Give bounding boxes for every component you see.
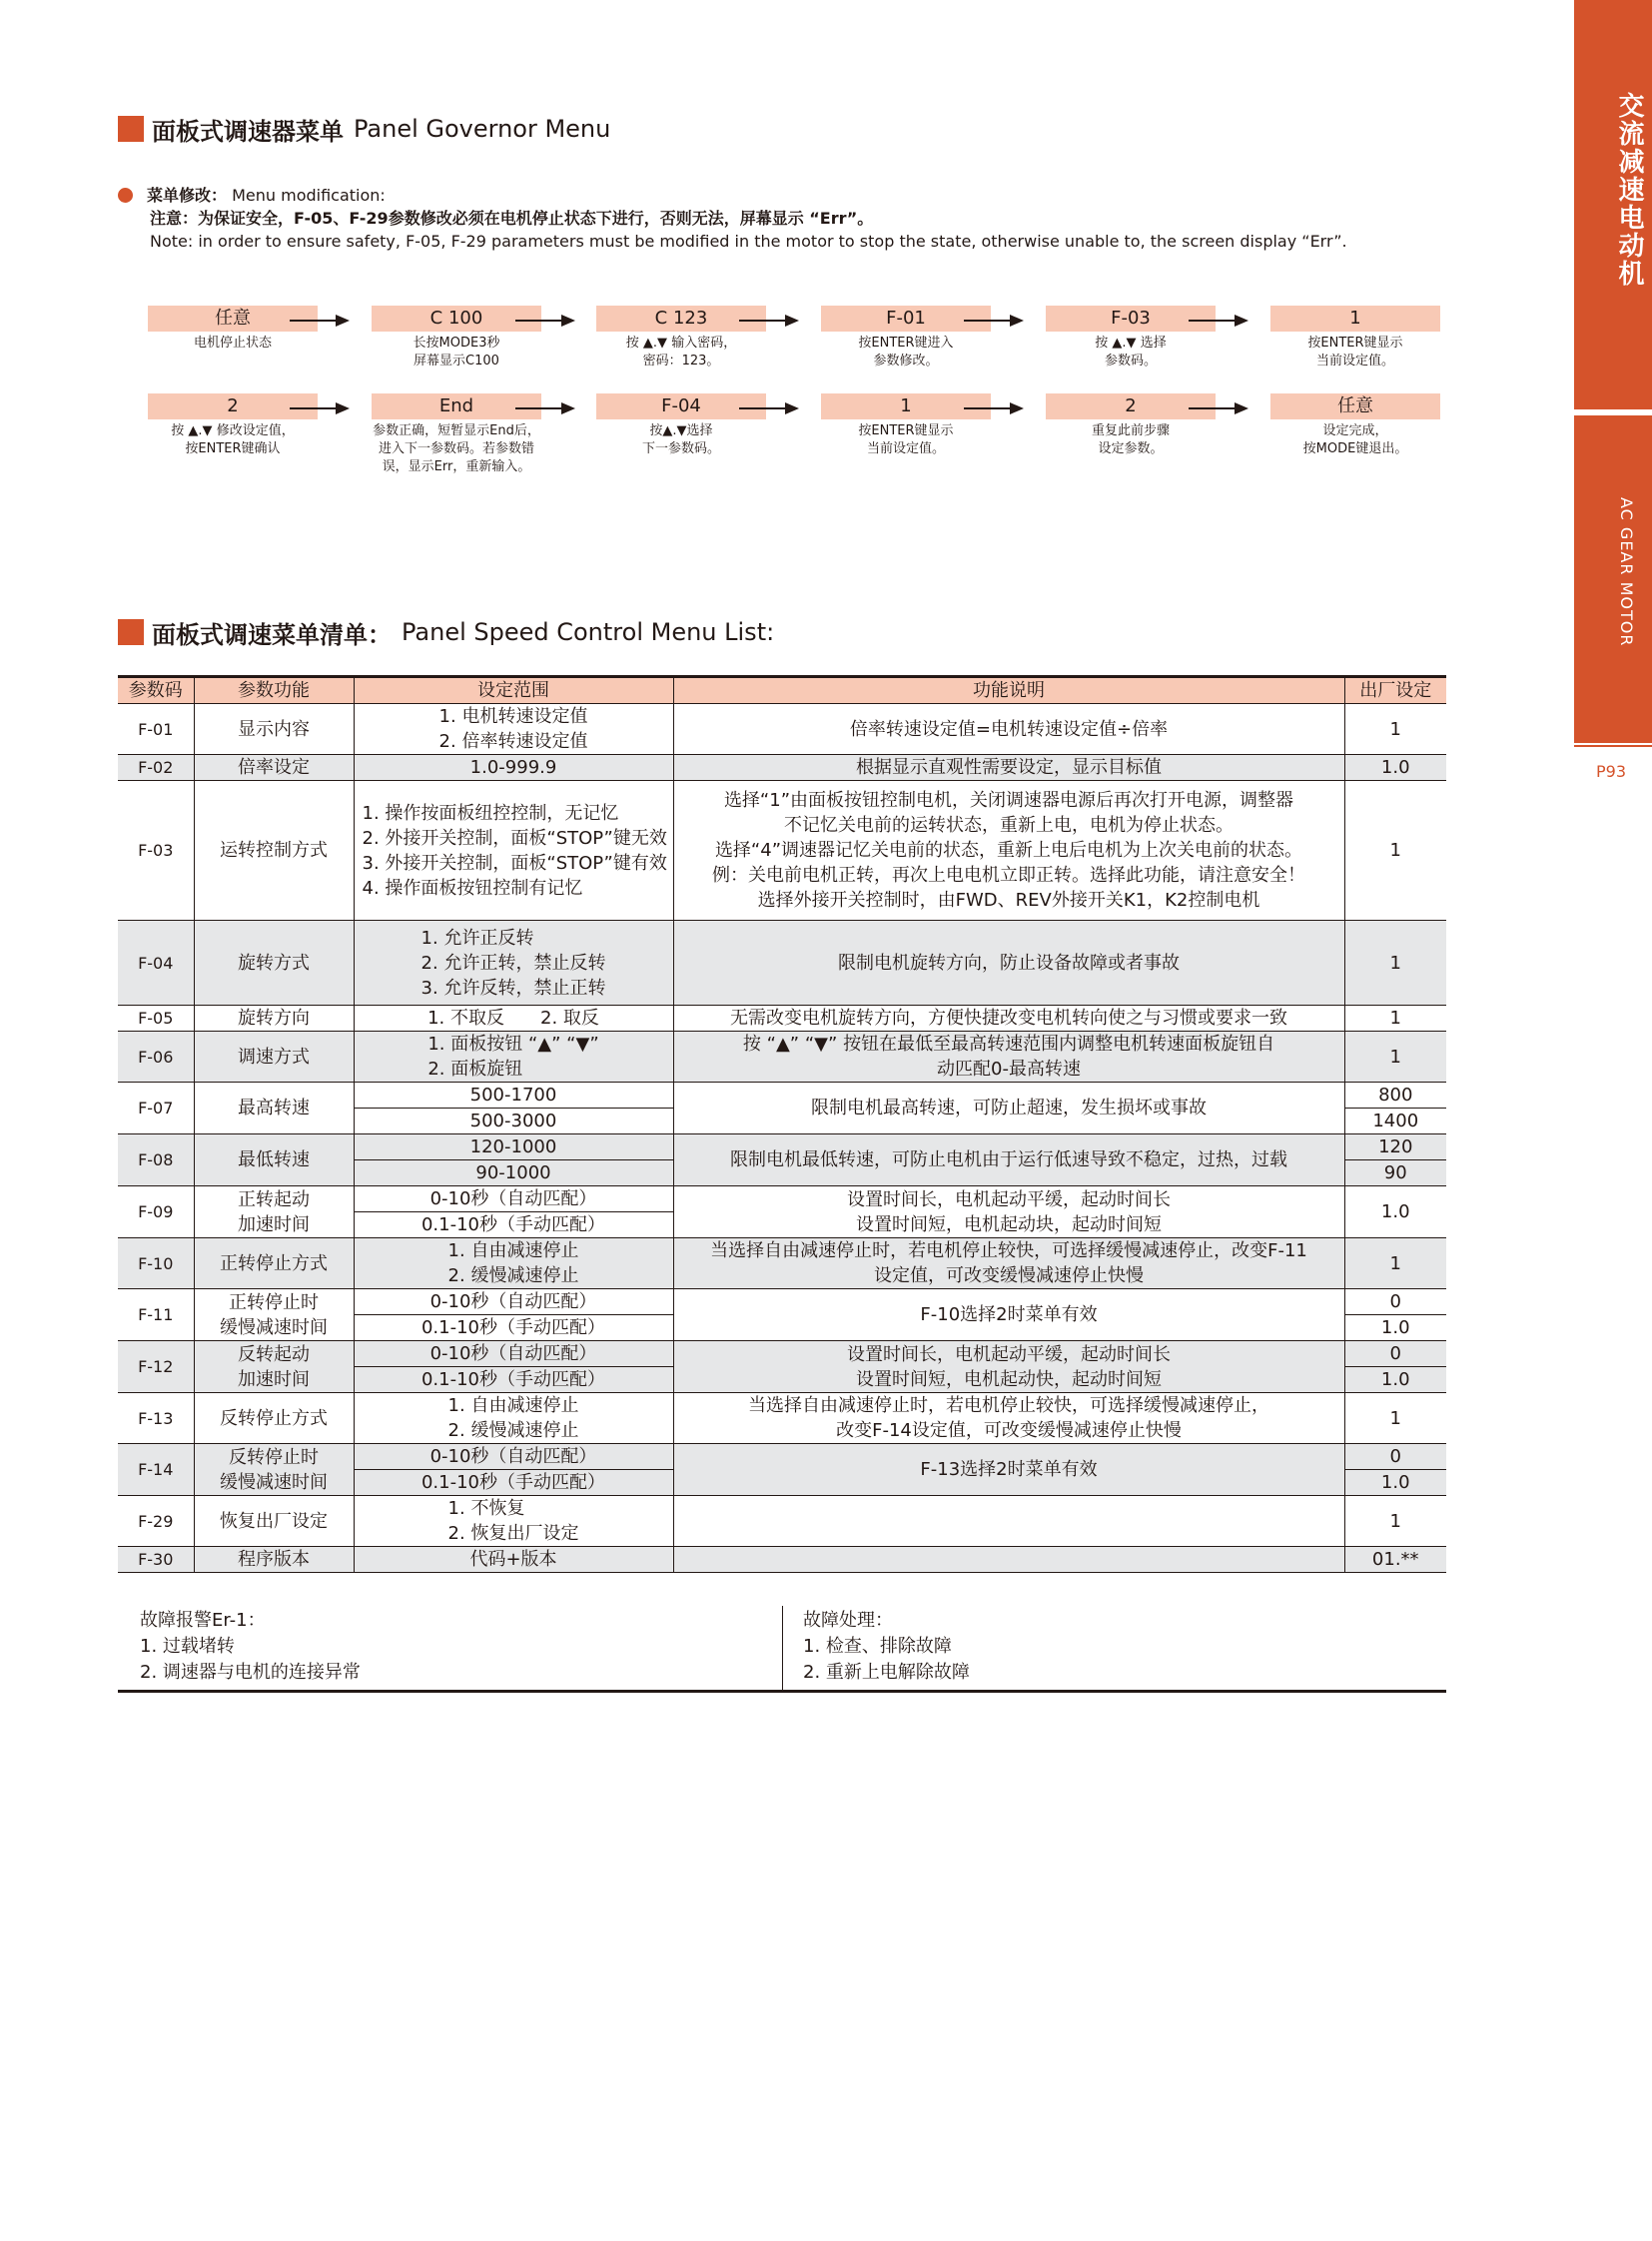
table-row: F-04 旋转方式 1. 允许正反转 2. 允许正转，禁止反转 3. 允许反转，禁止正转 限制电机旋转方向，防止设备故障或者事故 1 [118, 921, 1446, 1006]
header-code: 参数码 [118, 677, 194, 704]
flow-node: F-04 按▲.▼选择 下一参数码。 [596, 393, 766, 458]
flow-arrow-icon [739, 314, 799, 328]
flow-arrow-icon [964, 401, 1024, 415]
side-title-en: AC GEAR MOTOR [1617, 497, 1636, 647]
table-row: 500-3000 1400 [118, 1109, 1446, 1134]
menu-modification-note [118, 184, 1516, 253]
header-range: 设定范围 [354, 677, 673, 704]
section-title-en: Panel Speed Control Menu List: [402, 618, 775, 646]
table-row: 0.1-10秒（手动匹配） [118, 1212, 1446, 1238]
flow-arrow-icon [515, 314, 575, 328]
side-band-rule [1574, 745, 1652, 747]
flow-arrow-icon [1189, 314, 1248, 328]
header-description: 功能说明 [673, 677, 1344, 704]
section-title-cn: 面板式调速菜单清单： [152, 620, 392, 649]
table-row: 0.1-10秒（手动匹配） 1.0 [118, 1470, 1446, 1496]
table-row: F-03 运转控制方式 1. 操作按面板纽控控制，无记忆 2. 外接开关控制，面板“STOP”键无效 3. 外接开关控制，面板“STOP”键有效 4. 操作面板按钮控制有记忆 选择“1”由面板按钮控制电机，关闭调速器电源后再次打开电源，调整器 不记忆关电前的运转状态，重新上电，电机为停止状态。 选择“4”调速器记忆关电前的状态，重新上电后电机为上次关电前的状态。 例：关电前电机正转，再次上电电机立即正转。选择此功能，请注意安全！ 选择外接开关控制时，由FWD、REV外接开关K1，K2控制电机 1 [118, 781, 1446, 921]
section-title-cn: 面板式调速器菜单 [152, 117, 344, 146]
table-header-row [118, 677, 1446, 704]
table-row: 0.1-10秒（手动匹配） 1.0 [118, 1315, 1446, 1341]
flow-arrow-icon [290, 401, 350, 415]
menu-parameter-table [118, 675, 1446, 1573]
table-row: 0.1-10秒（手动匹配） 1.0 [118, 1367, 1446, 1393]
page-number: P93 [1596, 762, 1627, 781]
table-row: F-14 反转停止时 缓慢减速时间 0-10秒（自动匹配） F-13选择2时菜单有效 0 [118, 1444, 1446, 1470]
table-row: F-02 倍率设定 1.0-999.9 根据显示直观性需要设定，显示目标值 1.0 [118, 755, 1446, 781]
table-row: F-05 旋转方向 1. 不取反 2. 取反 无需改变电机旋转方向，方便快捷改变电机转向使之与习惯或要求一致 1 [118, 1006, 1446, 1032]
section-title-en: Panel Governor Menu [354, 115, 611, 143]
table-row: F-06 调速方式 1. 面板按钮 “▲” “▼” 2. 面板旋钮 按 “▲” “▼” 按钮在最低至最高转速范围内调整电机转速面板旋钮自 动匹配0-最高转速 1 [118, 1032, 1446, 1083]
section-square-icon [118, 116, 144, 142]
header-function: 参数功能 [194, 677, 354, 704]
flow-arrow-icon [739, 401, 799, 415]
table-row: 90-1000 90 [118, 1160, 1446, 1186]
section-square-icon [118, 619, 144, 645]
menu-flow-diagram [130, 306, 1428, 485]
note-warning-en: Note: in order to ensure safety, F-05, F-29 parameters must be modified in the motor to stop the state, otherwise unable to, the screen display “Err”. [150, 232, 1347, 251]
fault-handling: 故障处理： 1. 检查、排除故障 2. 重新上电解除故障 [803, 1610, 970, 1683]
header-default: 出厂设定 [1344, 677, 1446, 704]
note-warning-cn: 注意：为保证安全，F-05、F-29参数修改必须在电机停止状态下进行，否则无法，屏幕显示 “Err”。 [150, 209, 874, 228]
note-label-cn: 菜单修改： [147, 186, 228, 205]
side-title-cn: 交流减速电动机 [1614, 92, 1644, 288]
bullet-dot-icon [118, 188, 133, 203]
flow-arrow-icon [1189, 401, 1248, 415]
flow-node: C 100 长按MODE3秒 屏幕显示C100 [372, 306, 541, 371]
fault-info-box [118, 1606, 1446, 1693]
section-title-governor-menu [118, 114, 610, 144]
flow-node: 任意 设定完成， 按MODE键退出。 [1270, 393, 1440, 458]
flow-node: 1 按ENTER键显示 当前设定值。 [821, 393, 991, 458]
flow-node: End 参数正确，短暂显示End后， 进入下一参数码。若参数错 误，显示Err，重新输入。 [373, 395, 540, 474]
flow-node: 2 按 ▲.▼ 修改设定值， 按ENTER键确认 [148, 393, 318, 458]
flow-arrow-icon [515, 401, 575, 415]
flow-node: 2 重复此前步骤 设定参数。 [1046, 393, 1216, 458]
flow-arrow-icon [290, 314, 350, 328]
flow-node: F-01 按ENTER键进入 参数修改。 [821, 306, 991, 371]
table-row: F-09 正转起动 加速时间 0-10秒（自动匹配） 设置时间长，电机起动平缓，起动时间长 设置时间短，电机起动块，起动时间短 1.0 [118, 1186, 1446, 1212]
table-row: F-30 程序版本 代码+版本 01.** [118, 1547, 1446, 1573]
table-row: F-08 最低转速 120-1000 限制电机最低转速，可防止电机由于运行低速导致不稳定，过热，过载 120 [118, 1134, 1446, 1160]
flow-node: 1 按ENTER键显示 当前设定值。 [1270, 306, 1440, 371]
table-row: F-12 反转起动 加速时间 0-10秒（自动匹配） 设置时间长，电机起动平缓，起动时间长 设置时间短，电机起动快，起动时间短 0 [118, 1341, 1446, 1367]
table-row: F-11 正转停止时 缓慢减速时间 0-10秒（自动匹配） F-10选择2时菜单有效 0 [118, 1289, 1446, 1315]
note-label-en: Menu modification: [232, 186, 386, 205]
flow-node: C 123 按 ▲.▼ 输入密码， 密码：123。 [596, 306, 766, 371]
table-row: F-01 显示内容 1. 电机转速设定值 2. 倍率转速设定值 倍率转速设定值=电机转速设定值÷倍率 1 [118, 704, 1446, 755]
flow-node: 任意 电机停止状态 [148, 306, 318, 353]
flow-node: F-03 按 ▲.▼ 选择 参数码。 [1046, 306, 1216, 371]
table-row: F-29 恢复出厂设定 1. 不恢复 2. 恢复出厂设定 1 [118, 1496, 1446, 1547]
fault-divider [782, 1606, 783, 1690]
table-row: F-13 反转停止方式 1. 自由减速停止 2. 缓慢减速停止 当选择自由减速停止时，若电机停止较快，可选择缓慢减速停止， 改变F-14设定值，可改变缓慢减速停止快慢 1 [118, 1393, 1446, 1444]
fault-alarm: 故障报警Er-1： 1. 过载堵转 2. 调速器与电机的连接异常 [140, 1610, 361, 1683]
section-title-menu-list [118, 617, 774, 647]
table-row: F-10 正转停止方式 1. 自由减速停止 2. 缓慢减速停止 当选择自由减速停止时，若电机停止较快，可选择缓慢减速停止，改变F-11 设定值，可改变缓慢减速停止快慢 1 [118, 1238, 1446, 1289]
flow-arrow-icon [964, 314, 1024, 328]
table-row: F-07 最高转速 500-1700 限制电机最高转速，可防止超速，发生损坏或事故 800 [118, 1083, 1446, 1109]
